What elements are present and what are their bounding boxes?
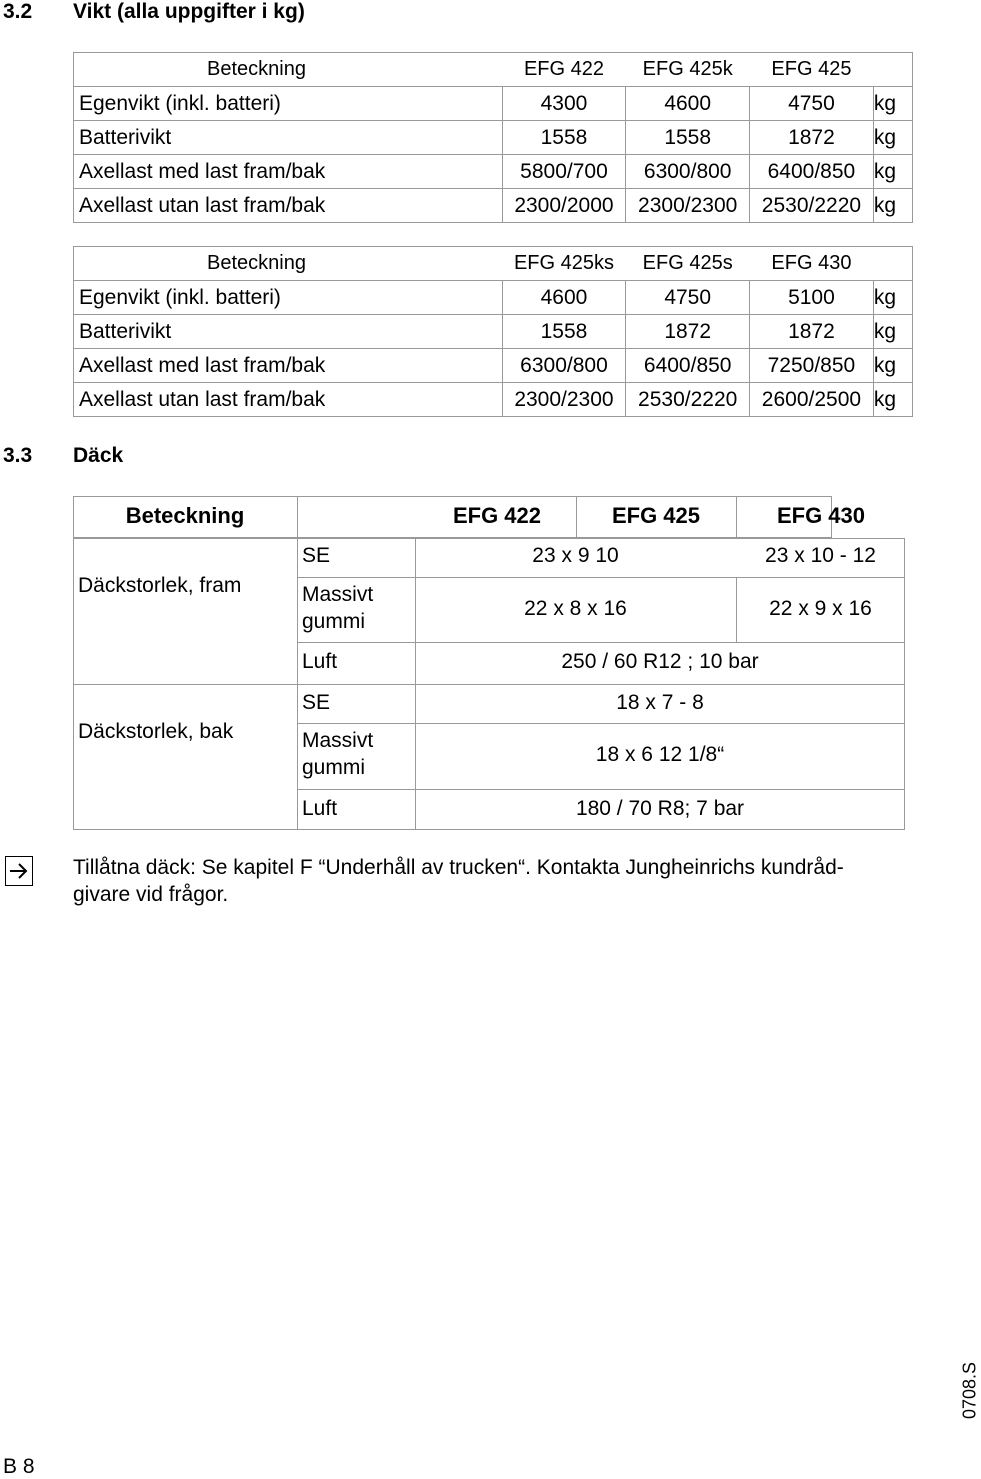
tire-front-luft-value: 250 / 60 R12 ; 10 bar [561,650,759,673]
cell-unit: kg [873,281,912,315]
table-header-row [74,53,913,87]
table-row [74,281,913,315]
tire-type-massivt: Massivt [302,729,374,752]
cell-value: 4600 [626,87,750,121]
row-label: Batterivikt [74,315,503,349]
table-row [74,349,913,383]
header-col: EFG 425s [642,252,733,274]
tire-type-luft: Luft [302,650,338,673]
table-row [74,315,913,349]
cell-value: 6400/850 [626,349,750,383]
tire-front-se-value-b: 23 x 10 - 12 [765,544,876,567]
cell-value: 6300/800 [626,155,750,189]
weight-table-2 [73,246,913,417]
table-header-row [74,247,913,281]
table-row [74,121,913,155]
cell-value: 6400/850 [750,155,874,189]
cell-unit: kg [873,155,912,189]
weight-table-1 [73,52,913,223]
row-label: Axellast utan last fram/bak [74,189,503,223]
cell-value: 4750 [626,281,750,315]
header-label: Beteckning [207,252,306,274]
cell-value: 1872 [750,315,874,349]
page-number: B 8 [3,1455,35,1478]
cell-value: 1872 [750,121,874,155]
row-label: Axellast med last fram/bak [74,155,503,189]
row-label: Axellast utan last fram/bak [74,383,503,417]
cell-unit: kg [873,121,912,155]
tire-table [73,496,905,830]
table-row [74,155,913,189]
cell-value: 2600/2500 [750,383,874,417]
header-col: EFG 430 [771,252,852,274]
header-col: EFG 422 [523,58,604,80]
tire-rear-label: Däckstorlek, bak [78,720,234,743]
tire-header-col: EFG 425 [611,503,701,528]
cell-value: 1558 [626,121,750,155]
header-label: Beteckning [207,58,306,80]
tire-type-gummi: gummi [302,756,366,779]
cell-value: 1558 [502,315,626,349]
row-label: Egenvikt (inkl. batteri) [74,87,503,121]
row-label: Egenvikt (inkl. batteri) [74,281,503,315]
cell-unit: kg [873,383,912,417]
header-col: EFG 425ks [513,252,614,274]
cell-unit: kg [873,189,912,223]
cell-value: 2530/2220 [750,189,874,223]
tire-type-se: SE [302,544,331,567]
cell-value: 4600 [502,281,626,315]
note-line-2: givare vid frågor. [73,883,229,906]
tire-type-massivt: Massivt [302,583,374,606]
cell-value: 2300/2000 [502,189,626,223]
cell-value: 4300 [502,87,626,121]
cell-value: 1558 [502,121,626,155]
tire-front-massivt-value-b: 22 x 9 x 16 [769,597,872,620]
header-col: EFG 425k [642,58,733,80]
section-title-tires: Däck [73,444,124,467]
table-row [74,87,913,121]
cell-unit: kg [873,87,912,121]
tire-type-luft: Luft [302,797,338,820]
row-label: Axellast med last fram/bak [74,349,503,383]
cell-unit: kg [873,315,912,349]
note-line-1: Tillåtna däck: Se kapitel F “Underhåll av trucken“. Kontakta Jungheinrichs kundråd- [73,856,844,879]
table-row [74,383,913,417]
arrow-right-icon [5,856,33,886]
tire-rear-se-value: 18 x 7 - 8 [616,691,704,714]
cell-value: 4750 [750,87,874,121]
tire-front-se-value-a: 23 x 9 10 [532,544,619,567]
document-code: 0708.S [959,1361,980,1420]
tire-header-col: EFG 422 [452,503,542,528]
tire-rear-massivt-value: 18 x 6 12 1/8“ [595,743,725,766]
cell-value: 2530/2220 [626,383,750,417]
header-col: EFG 425 [771,58,852,80]
tire-type-gummi: gummi [302,610,366,633]
section-number-weight: 3.2 [3,0,33,23]
row-label: Batterivikt [74,121,503,155]
cell-value: 2300/2300 [502,383,626,417]
note-text [73,854,933,908]
section-number-tires: 3.3 [3,444,33,467]
cell-value: 5100 [750,281,874,315]
tire-front-massivt-value-a: 22 x 8 x 16 [524,597,627,620]
tire-rear-luft-value: 180 / 70 R8; 7 bar [575,797,745,820]
cell-value: 5800/700 [502,155,626,189]
cell-value: 1872 [626,315,750,349]
tire-header-col: EFG 430 [776,503,866,528]
cell-value: 6300/800 [502,349,626,383]
cell-value: 7250/850 [750,349,874,383]
table-row [74,189,913,223]
cell-unit: kg [873,349,912,383]
tire-front-label: Däckstorlek, fram [78,574,242,597]
tire-type-se: SE [302,691,331,714]
cell-value: 2300/2300 [626,189,750,223]
section-title-weight: Vikt (alla uppgifter i kg) [73,0,305,23]
tire-header-label: Beteckning [125,503,245,528]
